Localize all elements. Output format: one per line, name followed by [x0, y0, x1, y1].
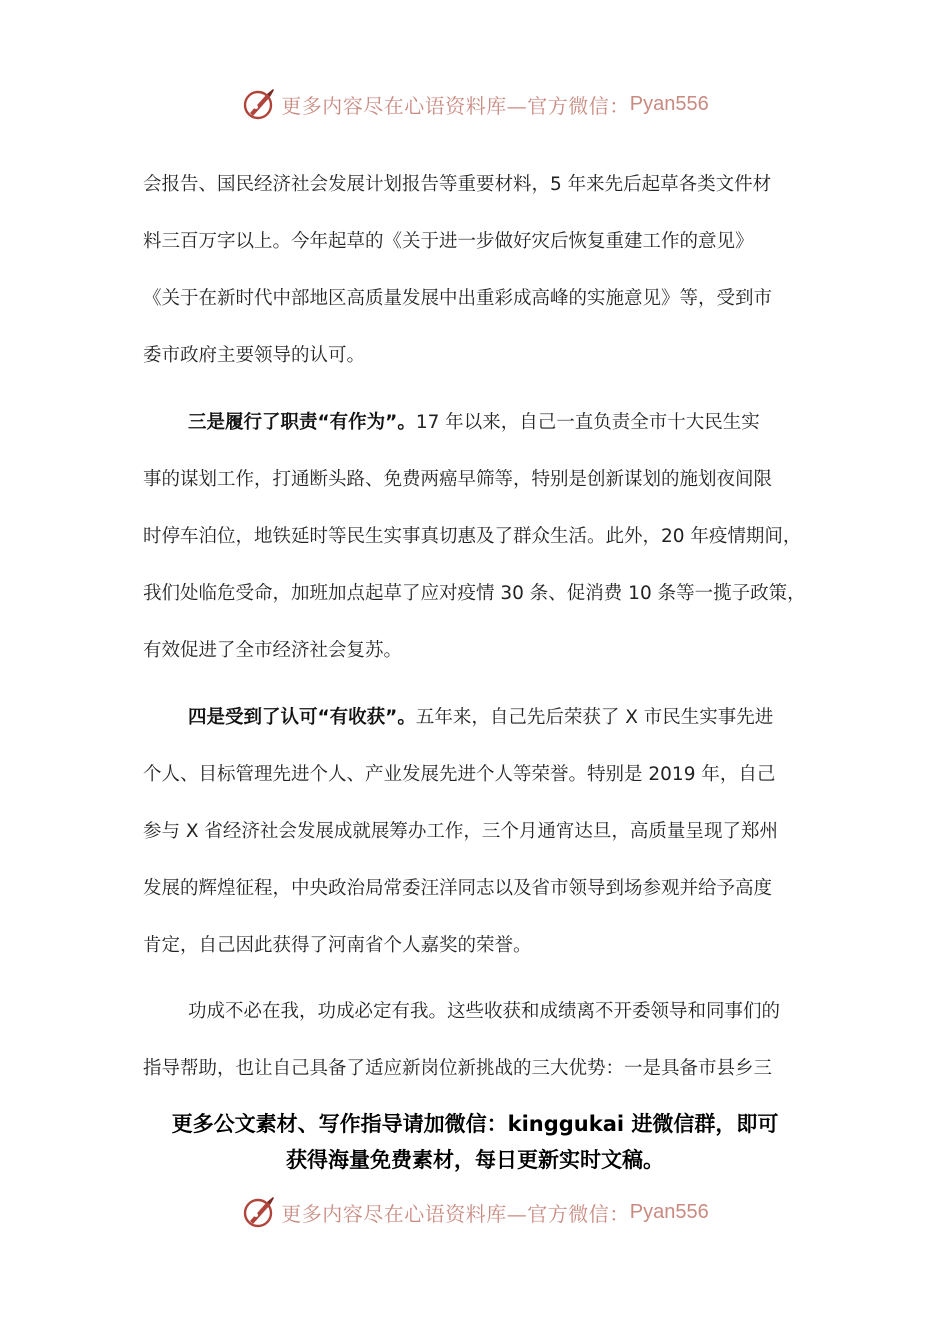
promo-line-2: 获得海量免费素材，每日更新实时文稿。: [286, 1148, 664, 1172]
promo-line-1: 更多公文素材、写作指导请加微信：kinggukai 进微信群，即可: [171, 1112, 779, 1136]
text-line: 指导帮助，也让自己具备了适应新岗位新挑战的三大优势：一是具备市县乡三: [143, 1058, 773, 1079]
paragraph-4: [143, 983, 813, 1097]
section-heading-4: 四是受到了认可“有收获”。: [188, 707, 416, 728]
text-run: 五年来，自己先后荣获了 X 市民生实事先进: [415, 707, 774, 728]
text-line: 《关于在新时代中部地区高质量发展中出重彩成高峰的实施意见》等，受到市: [143, 288, 773, 309]
text-line: 有效促进了全市经济社会复苏。: [143, 640, 403, 661]
section-heading-3: 三是履行了职责“有作为”。: [188, 412, 416, 433]
text-line: 委市政府主要领导的认可。: [143, 345, 366, 366]
footer-banner-wechat: Pyan556: [629, 1200, 709, 1223]
text-line: [143, 689, 813, 746]
pen-nib-logo-icon: [241, 1194, 277, 1230]
header-banner-wechat: Pyan556: [629, 92, 709, 115]
text-line: 料三百万字以上。今年起草的《关于进一步做好灾后恢复重建工作的意见》: [143, 231, 754, 252]
text-line: 会报告、国民经济社会发展计划报告等重要材料，5 年来先后起草各类文件材: [143, 174, 772, 195]
promo-callout: [0, 1106, 950, 1178]
pen-nib-logo-icon: [241, 86, 277, 122]
text-line: 肯定，自己因此获得了河南省个人嘉奖的荣誉。: [143, 935, 532, 956]
text-line: 事的谋划工作，打通断头路、免费两癌早筛等，特别是创新谋划的施划夜间限: [143, 469, 773, 490]
footer-banner-text: 更多内容尽在心语资料库—官方微信：: [281, 1201, 630, 1226]
text-line: 发展的辉煌征程，中央政治局常委汪洋同志以及省市领导到场参观并给予高度: [143, 878, 773, 899]
text-line: 个人、目标管理先进个人、产业发展先进个人等荣誉。特别是 2019 年，自己: [143, 764, 776, 785]
text-line: 参与 X 省经济社会发展成就展筹办工作，三个月通宵达旦，高质量呈现了郑州: [143, 821, 778, 842]
paragraph-3: [143, 689, 813, 974]
text-line: 时停车泊位，地铁延时等民生实事真切惠及了群众生活。此外，20 年疫情期间，: [143, 526, 802, 547]
text-line: 功成不必在我，功成必定有我。这些收获和成绩离不开委领导和同事们的: [188, 1001, 781, 1022]
text-line: 我们处临危受命，加班加点起草了应对疫情 30 条、促消费 10 条等一揽子政策，: [143, 583, 806, 604]
footer-banner: [0, 1192, 950, 1232]
paragraph-2: [143, 394, 813, 679]
header-banner-text: 更多内容尽在心语资料库—官方微信：: [281, 93, 630, 118]
paragraph-1: [143, 156, 813, 384]
text-run: 17 年以来，自己一直负责全市十大民生实: [415, 412, 760, 433]
text-line: [143, 394, 813, 451]
header-banner: [0, 84, 950, 124]
